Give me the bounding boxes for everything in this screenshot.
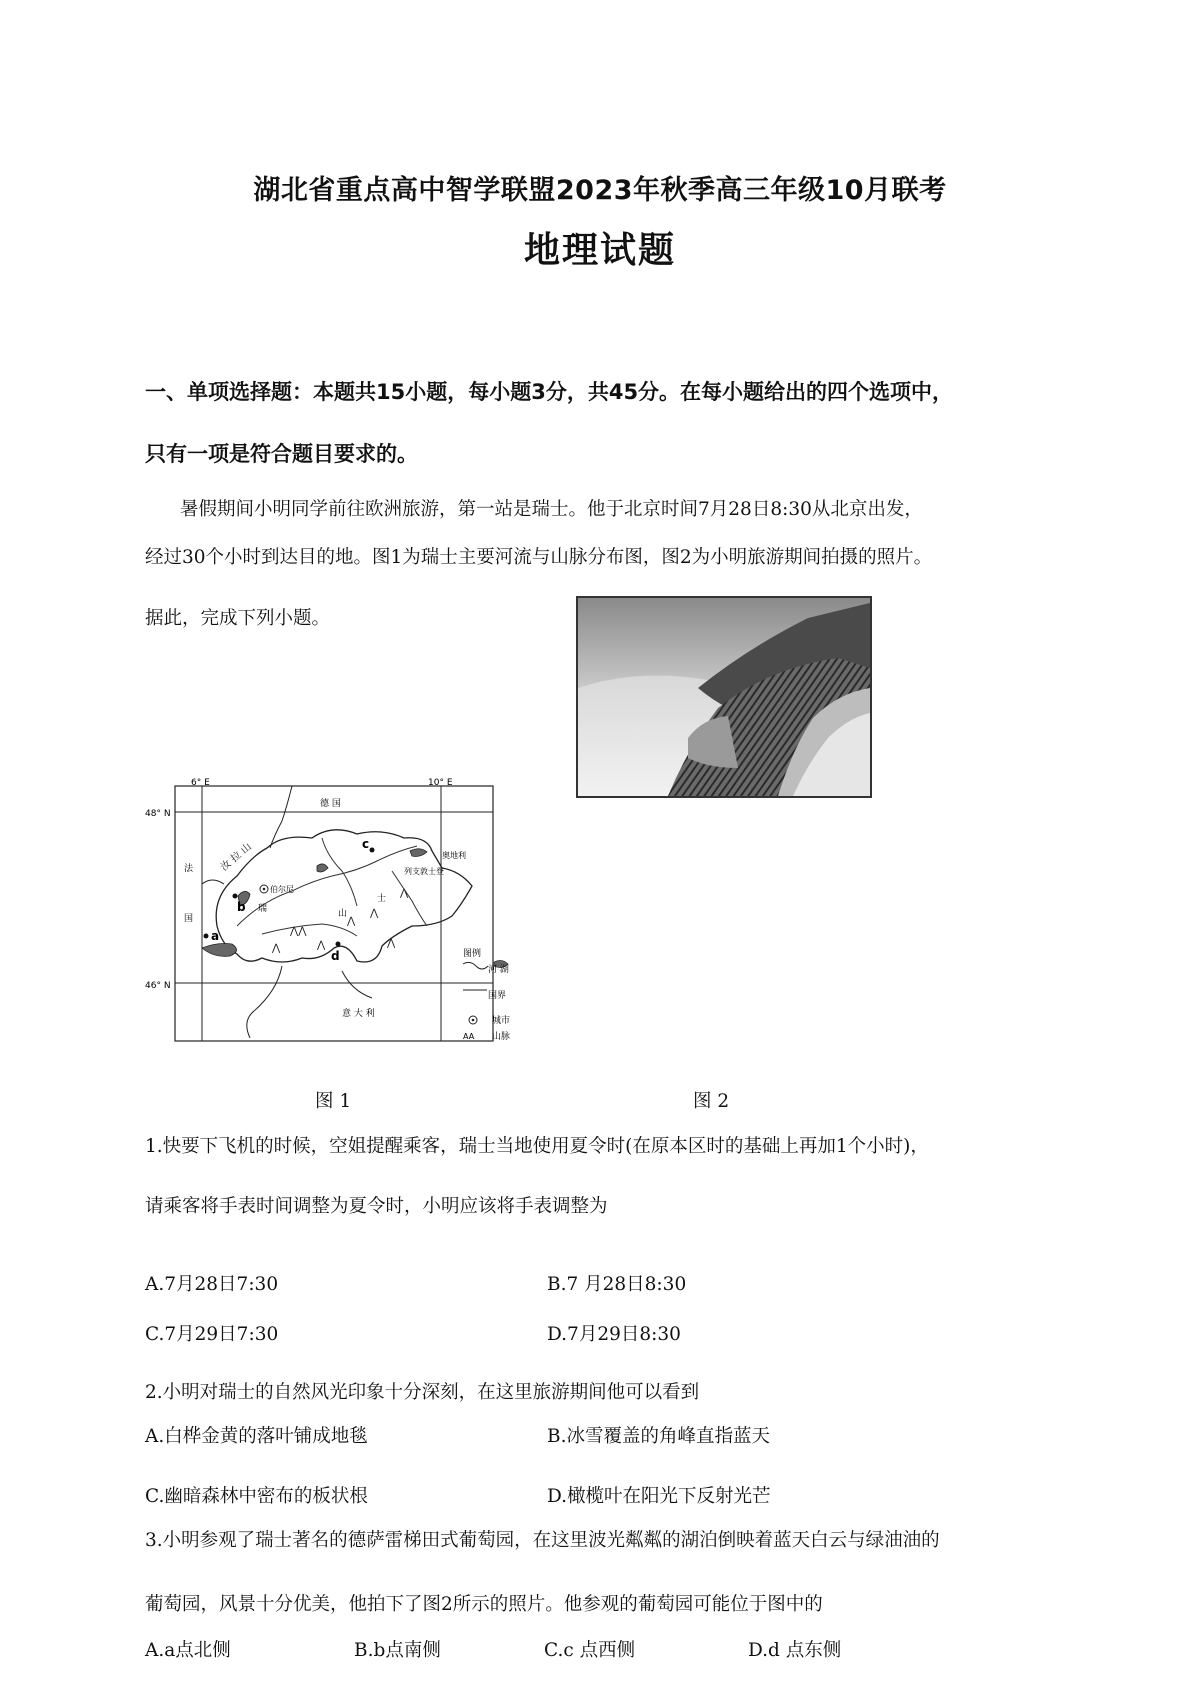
q2-option-d: D.橄榄叶在阳光下反射光芒 [547, 1486, 771, 1507]
svg-text:⋀: ⋀ [400, 888, 409, 899]
point-c-label: c [362, 837, 370, 851]
legend-river-lake: 河 湖 [488, 965, 509, 975]
alps-label: 山 [338, 909, 348, 919]
lon-label-6e: 6° E [191, 778, 210, 788]
q1-option-d: D.7月29日8:30 [547, 1324, 681, 1345]
switzerland-map [142, 776, 567, 1051]
q1-option-a: A.7月28日7:30 [145, 1274, 279, 1295]
svg-text:⋀: ⋀ [317, 940, 326, 951]
point-c-marker [370, 848, 375, 853]
swiss-label-2: 士 [377, 894, 387, 904]
q3-stem-line2: 葡萄园，风景十分优美，他拍下了图2所示的照片。他参观的葡萄园可能位于图中的 [145, 1594, 823, 1615]
exam-title: 湖北省重点高中智学联盟2023年秋季高三年级10月联考 [253, 175, 947, 206]
lat-label-48n: 48° N [145, 809, 171, 819]
swiss-border [216, 830, 472, 962]
legend-city: 城市 [492, 1016, 511, 1026]
q3-stem-line1: 3.小明参观了瑞士著名的德萨雷梯田式葡萄园，在这里波光粼粼的湖泊倒映着蓝天白云与绿油油的 [145, 1530, 940, 1551]
lon-label-10e: 10° E [428, 778, 453, 788]
italy-label: 意 大 利 [342, 1009, 375, 1019]
legend-mountain: 山脉 [492, 1032, 511, 1042]
passage-line3: 据此，完成下列小题。 [145, 608, 331, 629]
q2-stem: 2.小明对瑞士的自然风光印象十分深刻，在这里旅游期间他可以看到 [145, 1382, 700, 1403]
svg-text:⋀: ⋀ [272, 943, 281, 954]
q1-stem-line2: 请乘客将手表时间调整为夏令时，小明应该将手表调整为 [145, 1196, 608, 1217]
point-d-marker [336, 942, 341, 947]
point-d-label: d [331, 949, 340, 963]
switzerland-map-svg [142, 776, 567, 1051]
svg-text:⋀: ⋀ [387, 938, 396, 949]
legend-border: 国界 [488, 991, 507, 1001]
q1-option-b: B.7 月28日8:30 [547, 1274, 687, 1295]
q3-option-d: D.d 点东侧 [748, 1640, 842, 1661]
point-b-marker [233, 894, 238, 899]
figure1-caption: 图 1 [315, 1091, 352, 1112]
passage-line1: 暑假期间小明同学前往欧洲旅游，第一站是瑞士。他于北京时间7月28日8:30从北京出发， [180, 499, 923, 520]
legend-title: 图例 [463, 949, 482, 959]
vineyard-photo-illustration [578, 598, 870, 796]
map-legend [463, 947, 510, 1042]
legend-mountain-symbol: AA [463, 1032, 475, 1041]
point-a-marker [204, 934, 209, 939]
q3-option-b: B.b点南侧 [354, 1640, 441, 1661]
vineyard-photo [576, 596, 872, 798]
q1-stem-line1: 1.快要下飞机的时候，空姐提醒乘客，瑞士当地使用夏令时(在原本区时的基础上再加1个小时)， [145, 1136, 929, 1157]
austria-label: 奥地利 [442, 851, 466, 860]
figure2-caption: 图 2 [693, 1091, 730, 1112]
germany-label: 德 国 [320, 799, 341, 809]
passage-line2: 经过30个小时到达目的地。图1为瑞士主要河流与山脉分布图，图2为小明旅游期间拍摄的照片。 [145, 547, 933, 568]
svg-text:⋀: ⋀ [347, 916, 356, 927]
section-heading-line2: 只有一项是符合题目要求的。 [145, 442, 418, 466]
jura-label: 汝 拉 山 [218, 841, 254, 874]
q3-option-a: A.a点北侧 [145, 1640, 231, 1661]
q1-option-c: C.7月29日7:30 [145, 1324, 279, 1345]
q2-option-c: C.幽暗森林中密布的板状根 [145, 1486, 368, 1507]
q2-option-a: A.白桦金黄的落叶铺成地毯 [145, 1426, 368, 1447]
liechtenstein-label: 列支敦士登 [404, 867, 444, 876]
section-heading-line1: 一、单项选择题：本题共15小题，每小题3分，共45分。在每小题给出的四个选项中， [145, 380, 954, 404]
bern-label: 伯尔尼 [270, 885, 294, 894]
lat-label-46n: 46° N [145, 981, 171, 991]
swiss-label-1: 瑞 [258, 904, 268, 914]
point-b-label: b [237, 900, 246, 914]
point-a-label: a [211, 929, 220, 943]
svg-text:⋀: ⋀ [370, 908, 379, 919]
exam-subject-title: 地理试题 [523, 230, 676, 271]
q3-option-c: C.c 点西侧 [544, 1640, 636, 1661]
svg-text:⋀⋀: ⋀⋀ [290, 926, 307, 937]
q2-option-b: B.冰雪覆盖的角峰直指蓝天 [547, 1426, 770, 1447]
france-label-1: 法 [184, 864, 194, 874]
lake-geneva [202, 944, 237, 957]
france-label-2: 国 [184, 914, 194, 924]
